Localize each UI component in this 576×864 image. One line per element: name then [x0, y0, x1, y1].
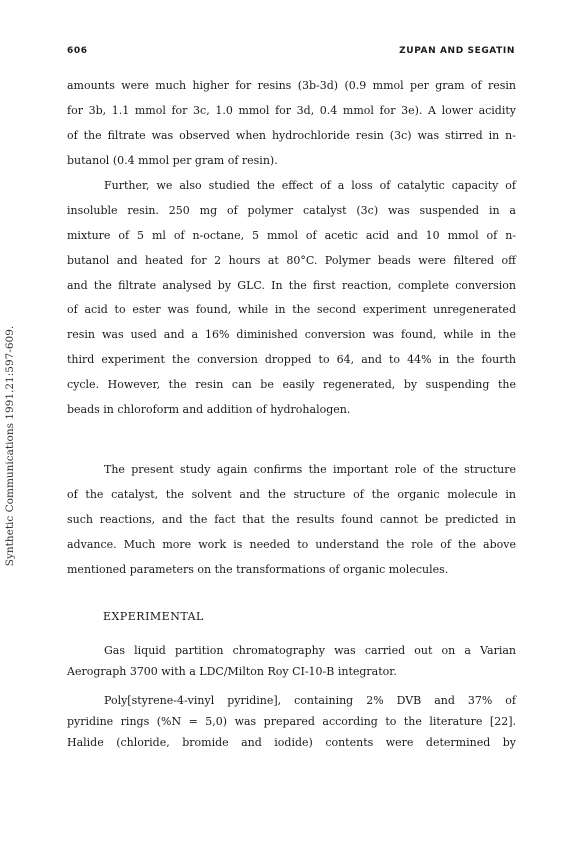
text-line: insoluble resin. 250 mg of polymer catalyst (3c) was suspended in a	[67, 203, 516, 217]
text-line: The present study again confirms the important role of the structure	[104, 463, 516, 476]
text-line: pyridine rings (%N = 5,0) was prepared according to the literature [22].	[67, 715, 516, 729]
text-line: Halide (chloride, bromide and iodide) contents were determined by	[67, 736, 516, 750]
text-line: and the filtrate analysed by GLC. In the first reaction, complete conversion	[67, 278, 516, 292]
text-line: beads in chloroform and addition of hydrohalogen.	[67, 403, 351, 417]
experimental-paragraph-1	[67, 640, 516, 682]
text-line: cycle. However, the resin can be easily regenerated, by suspending the	[67, 378, 516, 392]
paragraph-1	[67, 74, 516, 174]
text-line: Further, we also studied the effect of a loss of catalytic capacity of	[104, 179, 516, 192]
text-line: butanol (0.4 mmol per gram of resin).	[67, 153, 278, 167]
text-line: mixture of 5 ml of n-octane, 5 mmol of acetic acid and 10 mmol of n-	[67, 228, 516, 242]
paragraph-3	[67, 458, 516, 582]
text-line: resin was used and a 16% diminished conversion was found, while in the	[67, 328, 516, 342]
running-title: ZUPAN AND SEGATIN	[399, 46, 515, 56]
text-line: Poly[styrene-4-vinyl pyridine], containing 2% DVB and 37% of	[104, 694, 516, 707]
side-citation-text: Synthetic Communications 1991.21:597-609.	[4, 325, 16, 567]
text-line: of the filtrate was observed when hydrochloride resin (3c) was stirred in n-	[67, 128, 516, 142]
page-number: 606	[67, 46, 88, 56]
text-line: advance. Much more work is needed to understand the role of the above	[67, 537, 516, 551]
text-line: Aerograph 3700 with a LDC/Milton Roy CI-10-B integrator.	[67, 665, 397, 679]
text-line: of acid to ester was found, while in the second experiment unregenerated	[67, 303, 516, 317]
section-heading: EXPERIMENTAL	[103, 610, 204, 623]
text-line: of the catalyst, the solvent and the structure of the organic molecule in	[67, 487, 516, 501]
experimental-paragraph-2	[67, 690, 516, 754]
paragraph-2	[67, 174, 516, 423]
running-header	[67, 46, 515, 56]
text-line: mentioned parameters on the transformations of organic molecules.	[67, 562, 449, 576]
text-line: butanol and heated for 2 hours at 80°C. Polymer beads were filtered off	[67, 253, 516, 267]
text-line: for 3b, 1.1 mmol for 3c, 1.0 mmol for 3d, 0.4 mmol for 3e). A lower acidity	[67, 103, 516, 117]
text-line: Gas liquid partition chromatography was carried out on a Varian	[104, 644, 516, 657]
text-line: third experiment the conversion dropped to 64, and to 44% in the fourth	[67, 353, 516, 367]
text-line: such reactions, and the fact that the results found cannot be predicted in	[67, 512, 516, 526]
text-line: amounts were much higher for resins (3b-3d) (0.9 mmol per gram of resin	[67, 79, 516, 92]
